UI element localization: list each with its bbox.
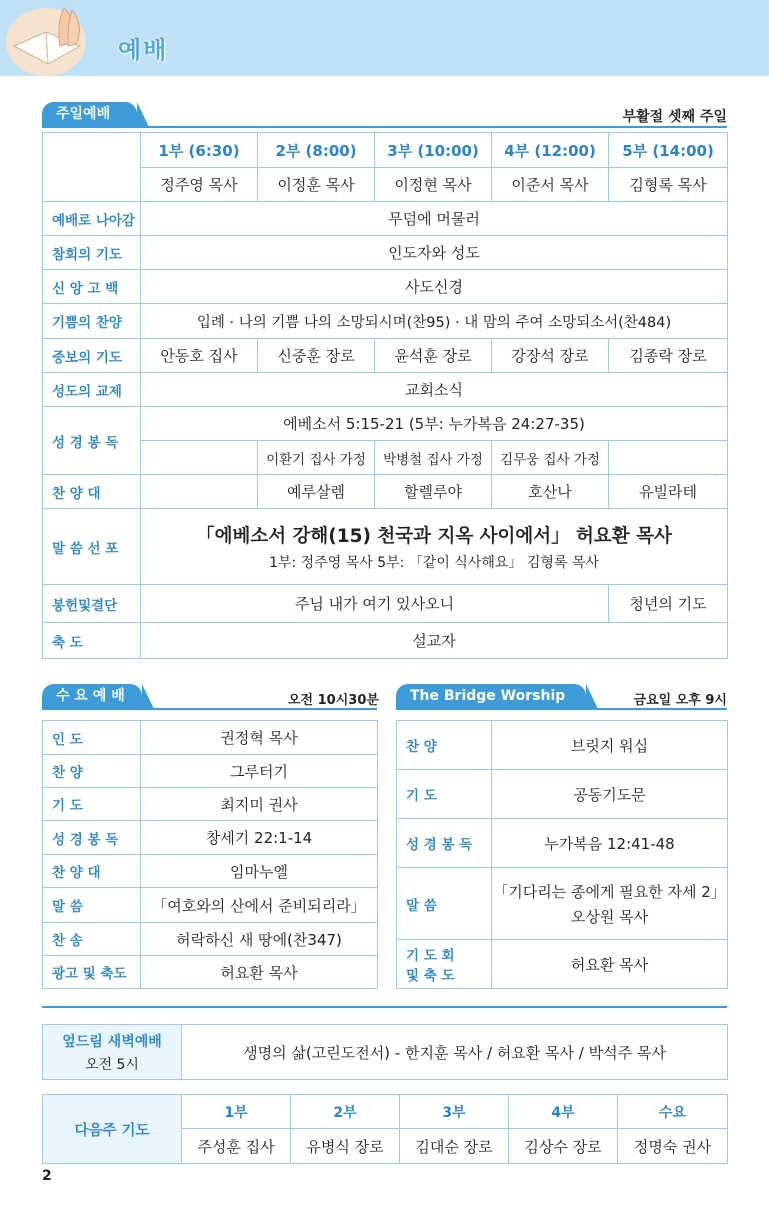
- row-value: 창세기 22:1-14: [141, 821, 378, 855]
- row-label: 말 씀: [43, 888, 141, 923]
- procession-value: 무덤에 머물러: [141, 202, 728, 236]
- wednesday-time: 오전 10시30분: [288, 693, 379, 708]
- intercession-name: 김종락 장로: [609, 339, 728, 373]
- service-time: 2부 (8:00): [258, 133, 375, 168]
- service-time: 5부 (14:00): [609, 133, 728, 168]
- reading-family: 박병철 집사 가정: [375, 441, 492, 475]
- next-week-prayer-table: [42, 1094, 728, 1164]
- row-label: 기 도: [397, 770, 492, 819]
- sunday-divider: [42, 126, 727, 128]
- intercession-name: 신중훈 장로: [258, 339, 375, 373]
- service-time: 1부 (6:30): [141, 133, 258, 168]
- bridge-divider: [396, 708, 727, 710]
- footer-divider: [42, 1006, 727, 1008]
- empty-cell: [141, 475, 258, 509]
- next-week-name: 김상수 장로: [509, 1129, 618, 1164]
- bridge-closing-label: [397, 940, 492, 989]
- choir-name: 예루살렘: [258, 475, 375, 509]
- offering-value: 주님 내가 여기 있사오니: [141, 585, 609, 623]
- service-preacher: 정주영 목사: [141, 168, 258, 202]
- sermon-title: 「에베소서 강해(15) 천국과 지옥 사이에서」 허요환 목사: [196, 525, 672, 547]
- next-week-header: 3부: [400, 1095, 509, 1129]
- next-week-name: 주성훈 집사: [182, 1129, 291, 1164]
- next-week-name: 정명숙 권사: [618, 1129, 728, 1164]
- row-value: 공동기도문: [492, 770, 728, 819]
- service-preacher: 이정훈 목사: [258, 168, 375, 202]
- dawn-time: 오전 5시: [85, 1056, 139, 1073]
- row-label: 참회의 기도: [43, 236, 141, 270]
- bridge-time: 금요일 오후 9시: [633, 693, 727, 708]
- reading-family: 김무웅 집사 가정: [492, 441, 609, 475]
- dawn-title: 엎드림 새벽예배: [62, 1033, 162, 1050]
- row-label: 기 도: [43, 788, 141, 821]
- row-label: 인 도: [43, 721, 141, 755]
- dawn-value: 생명의 삶(고린도전서) - 한지훈 목사 / 허요환 목사 / 박석주 목사: [182, 1025, 728, 1080]
- row-label: 중보의 기도: [43, 339, 141, 373]
- benediction-value: 설교자: [141, 623, 728, 659]
- row-label: 찬 양 대: [43, 475, 141, 509]
- offering-extra: 청년의 기도: [609, 585, 728, 623]
- row-label: 말 씀: [397, 868, 492, 940]
- dawn-label-cell: [43, 1025, 182, 1080]
- reading-family: 이환기 집사 가정: [258, 441, 375, 475]
- sunday-season-label: 부활절 셋째 주일: [622, 109, 727, 125]
- row-label: 봉헌및결단: [43, 585, 141, 623]
- service-preacher: 김형록 목사: [609, 168, 728, 202]
- creed-value: 사도신경: [141, 270, 728, 304]
- row-label: 말 씀 선 포: [43, 509, 141, 585]
- service-time: 4부 (12:00): [492, 133, 609, 168]
- row-label: 광고 및 축도: [43, 956, 141, 989]
- row-label: 기 도 회: [406, 948, 455, 964]
- row-value: 최지미 권사: [141, 788, 378, 821]
- confession-value: 인도자와 성도: [141, 236, 728, 270]
- row-value: 허요환 목사: [141, 956, 378, 989]
- bridge-sermon-title: 「기다리는 종에게 필요한 자세 2」: [493, 882, 726, 901]
- bridge-sermon-preacher: 오상원 목사: [570, 907, 649, 926]
- row-label: 찬 양: [397, 721, 492, 770]
- service-preacher: 이준서 목사: [492, 168, 609, 202]
- next-week-header: 수요: [618, 1095, 728, 1129]
- intercession-name: 윤석훈 장로: [375, 339, 492, 373]
- bridge-worship-tab: The Bridge Worship: [396, 684, 586, 709]
- wednesday-worship-tab: 수 요 예 배: [42, 684, 142, 709]
- row-label: 성도의 교제: [43, 373, 141, 407]
- choir-name: 유빌라테: [609, 475, 728, 509]
- empty-corner-cell: [43, 133, 141, 202]
- row-value: 허락하신 새 땅에(찬347): [141, 923, 378, 956]
- sunday-worship-table: [42, 132, 728, 659]
- choir-name: 할렐루야: [375, 475, 492, 509]
- row-label: 성 경 봉 독: [43, 821, 141, 855]
- row-label: 축 도: [43, 623, 141, 659]
- row-value: 권정혁 목사: [141, 721, 378, 755]
- wednesday-worship-table: [42, 720, 378, 989]
- row-label: 찬 양: [43, 755, 141, 788]
- intercession-name: 강장석 장로: [492, 339, 609, 373]
- dawn-prayer-table: [42, 1024, 728, 1080]
- sermon-subtitle: 1부: 정주영 목사 5부: 「같이 식사해요」 김형록 목사: [269, 554, 599, 571]
- row-label: 성 경 봉 독: [397, 819, 492, 868]
- service-preacher: 이정현 목사: [375, 168, 492, 202]
- row-value: 허요환 목사: [492, 940, 728, 989]
- row-value: 임마누엘: [141, 855, 378, 888]
- page-title: 예배: [118, 36, 169, 64]
- row-label: 신 앙 고 백: [43, 270, 141, 304]
- row-label: 찬 양 대: [43, 855, 141, 888]
- bridge-worship-table: [396, 720, 728, 989]
- praying-hands-bible-icon: [6, 2, 98, 76]
- sermon-cell: [141, 509, 728, 585]
- sunday-worship-tab: 주일예배: [42, 102, 137, 127]
- header-banner: [0, 0, 769, 76]
- next-week-header: 2부: [291, 1095, 400, 1129]
- choir-name: 호산나: [492, 475, 609, 509]
- row-label: 예배로 나아감: [43, 202, 141, 236]
- row-value: 브릿지 워십: [492, 721, 728, 770]
- row-value: 누가복음 12:41-48: [492, 819, 728, 868]
- row-value: 그루터기: [141, 755, 378, 788]
- next-week-name: 김대순 장로: [400, 1129, 509, 1164]
- service-time: 3부 (10:00): [375, 133, 492, 168]
- next-week-header: 4부: [509, 1095, 618, 1129]
- next-week-header: 1부: [182, 1095, 291, 1129]
- row-label: 및 축 도: [406, 968, 455, 984]
- page-number: 2: [42, 1168, 52, 1184]
- row-label: 기쁨의 찬양: [43, 304, 141, 339]
- empty-cell: [141, 441, 258, 475]
- next-week-name: 유병식 장로: [291, 1129, 400, 1164]
- row-value: 「여호와의 산에서 준비되리라」: [141, 888, 378, 923]
- row-label: 성 경 봉 독: [43, 407, 141, 475]
- next-week-label: 다음주 기도: [43, 1095, 182, 1164]
- fellowship-value: 교회소식: [141, 373, 728, 407]
- reading-value: 에베소서 5:15-21 (5부: 누가복음 24:27-35): [141, 407, 728, 441]
- intercession-name: 안동호 집사: [141, 339, 258, 373]
- praise-value: 입례 · 나의 기쁨 나의 소망되시며(찬95) · 내 맘의 주여 소망되소서(찬484): [141, 304, 728, 339]
- row-label: 찬 송: [43, 923, 141, 956]
- empty-cell: [609, 441, 728, 475]
- wednesday-divider: [42, 708, 377, 710]
- bridge-sermon-cell: [492, 868, 728, 940]
